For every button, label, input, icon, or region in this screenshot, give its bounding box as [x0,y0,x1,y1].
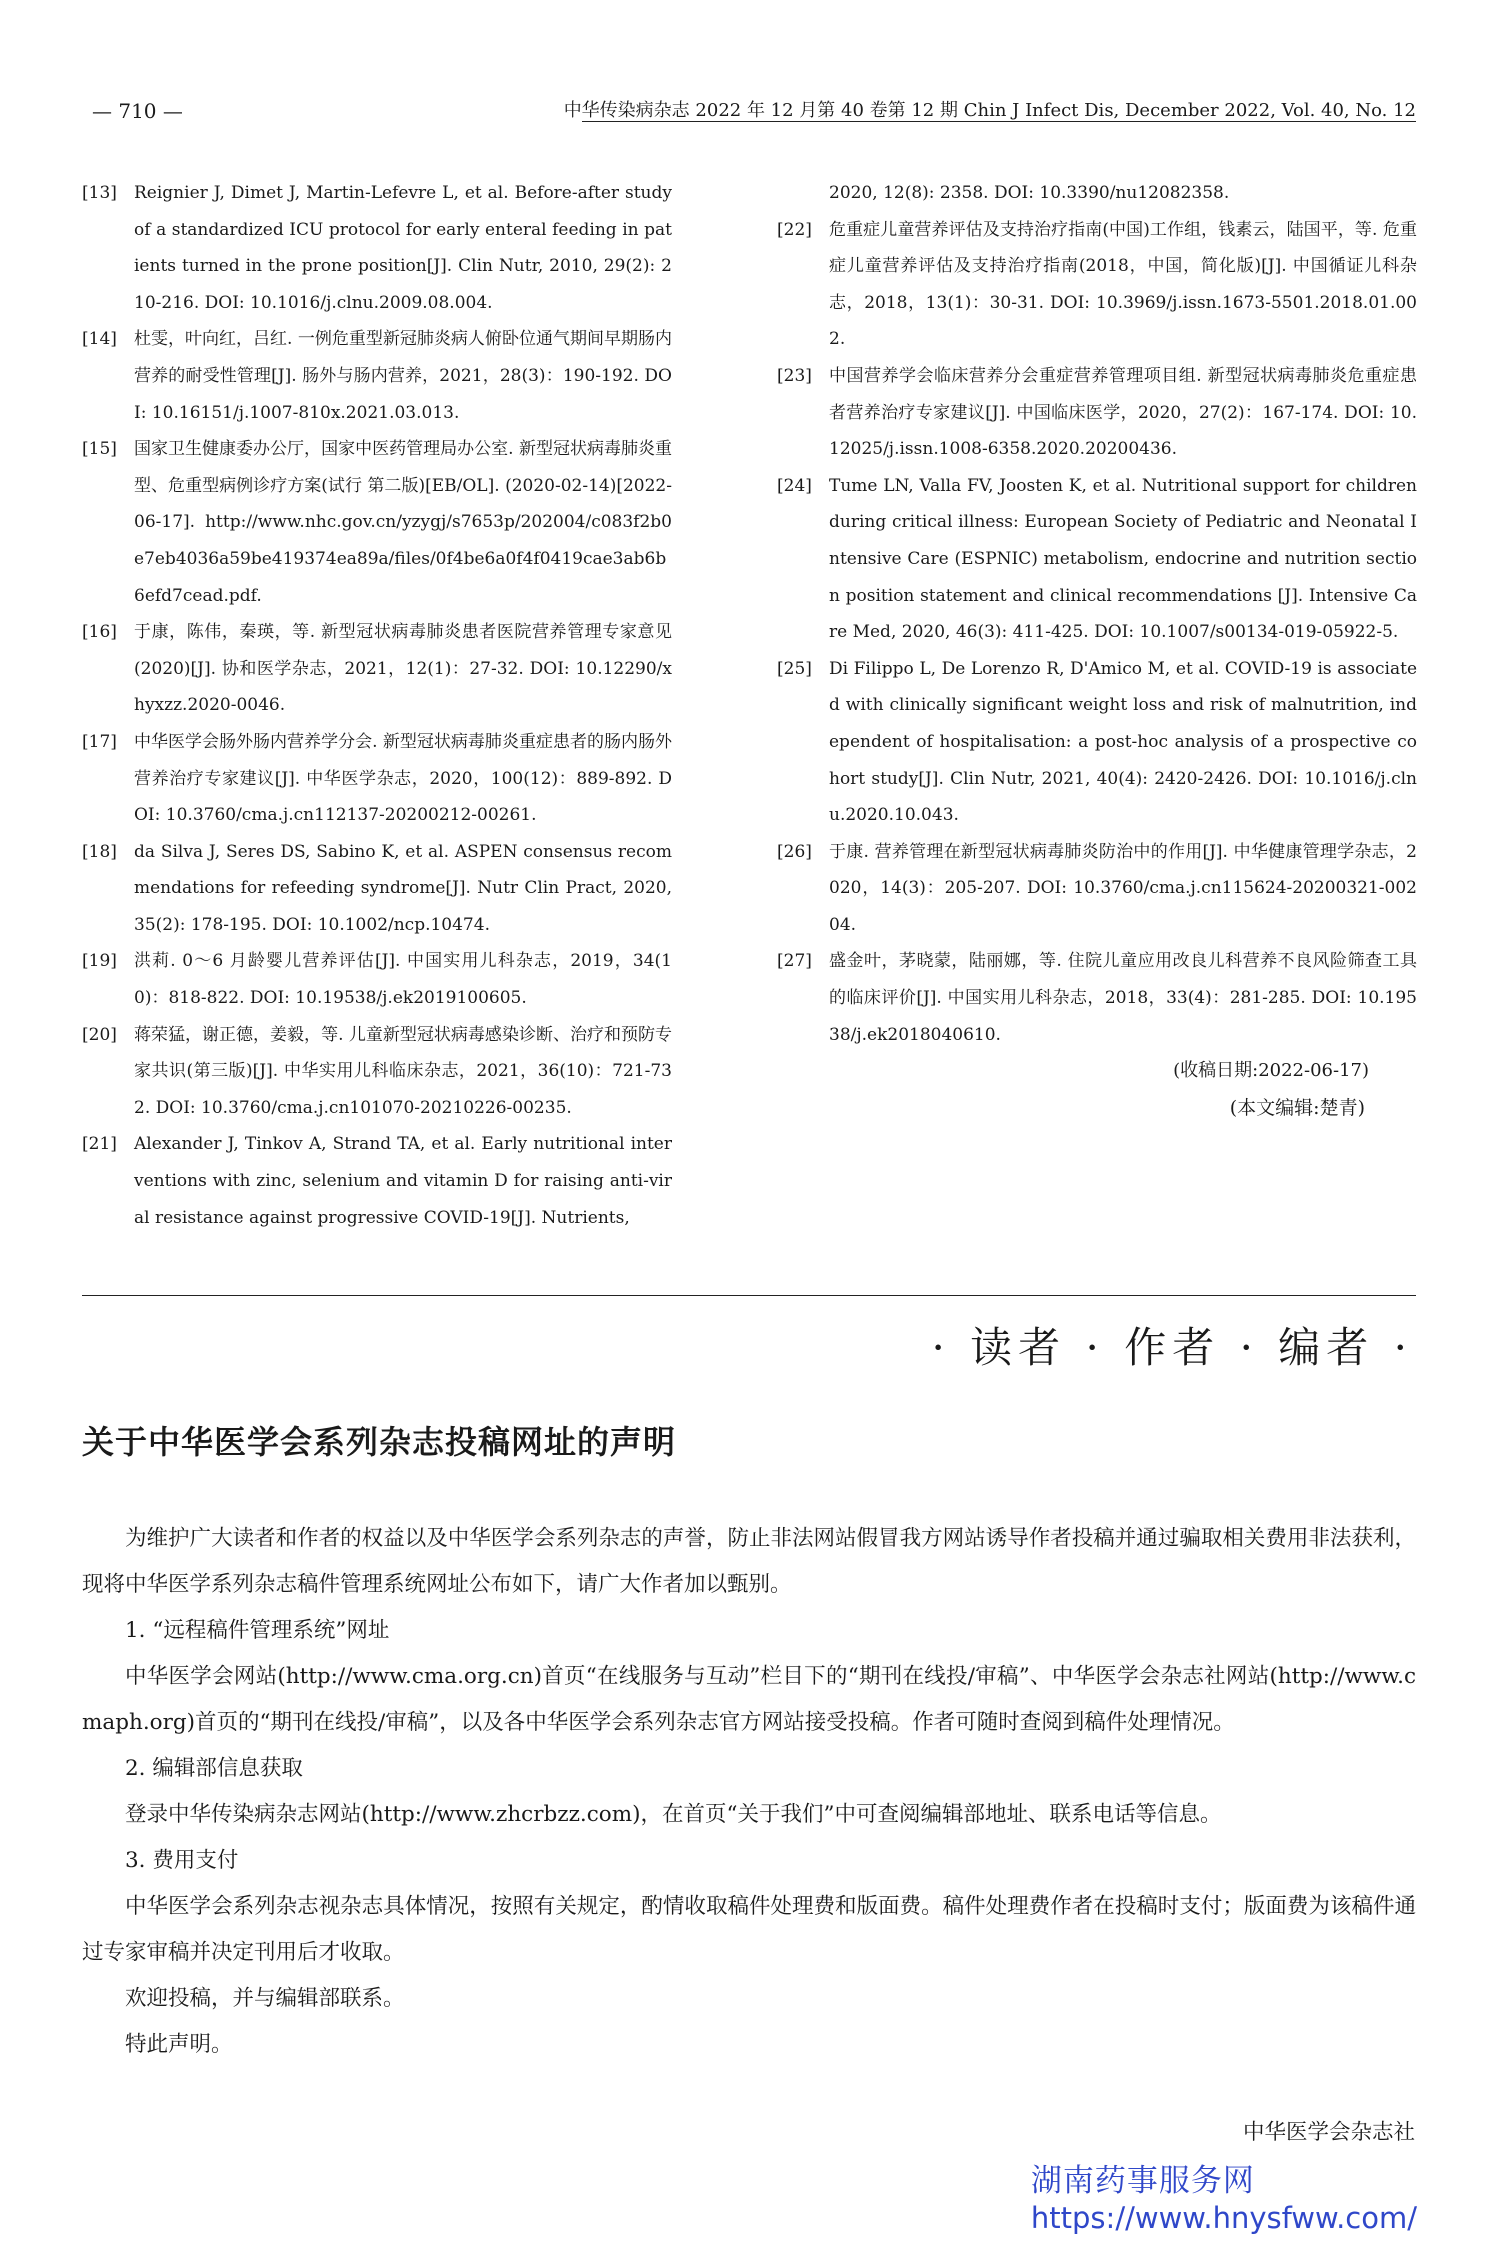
reference-number: [21] [82,1134,117,1155]
reference-item [777,943,1417,1053]
reference-item [82,1126,672,1236]
reference-item [82,321,672,431]
reference-number: [23] [777,365,812,386]
reference-text: Alexander J, Tinkov A, Strand TA, et al. Early nutritional interventions with zinc, selenium and vitamin D for raising anti-viral resistance against progressive COVID-19[J]. Nutrients, [134,1134,672,1228]
page-number: — 710 — [92,99,183,123]
notice-paragraph: 登录中华传染病杂志网站(http://www.zhcrbzz.com)，在首页“关于我们”中可查阅编辑部地址、联系电话等信息。 [125,1802,1222,1827]
journal-citation-line: 中华传染病杂志 2022 年 12 月第 40 卷第 12 期 Chin J Infect Dis, December 2022, Vol. 40, No. 12 [563,100,1416,121]
references-left-column [82,175,672,1236]
reference-text: 盛金叶，茅晓蒙，陆丽娜，等. 住院儿童应用改良儿科营养不良风险筛查工具的临床评价[J]. 中国实用儿科杂志，2018，33(4)：281-285. DOI: 10.19538/j.ek2018040610. [829,951,1417,1045]
reference-text: 危重症儿童营养评估及支持治疗指南(中国)工作组，钱素云，陆国平，等. 危重症儿童营养评估及支持治疗指南(2018，中国，简化版)[J]. 中国循证儿科杂志，2018，13(1)：30-31. DOI: 10.3969/j.issn.1673-5501.2018.01.002. [829,219,1417,350]
reference-number: [16] [82,622,117,643]
notice-paragraph: 欢迎投稿，并与编辑部联系。 [125,1986,405,2011]
watermark-url: https://www.hnysfww.com/ [1030,2201,1417,2235]
reference-item [82,175,672,321]
watermark [1031,2162,1417,2236]
reference-text: Di Filippo L, De Lorenzo R, D'Amico M, et al. COVID-19 is associated with clinically significant weight loss and risk of malnutrition, independent of hospitalisation: a post-hoc analysis of a prospective cohort study[J]. Clin Nutr, 2021, 40(4): 2420-2426. DOI: 10.1016/j.clnu.2020.10.043. [829,658,1417,826]
reference-number: [17] [82,731,117,752]
notice-body [82,1516,1416,2068]
notice-subheading: 1. “远程稿件管理系统”网址 [125,1618,390,1643]
notice-signature: 中华医学会杂志社 [1242,2120,1415,2145]
reference-number: [22] [777,219,812,240]
reference-text: 中华医学会肠外肠内营养学分会. 新型冠状病毒肺炎重症患者的肠内肠外营养治疗专家建议[J]. 中华医学杂志，2020，100(12)：889-892. DOI: 10.3760/cma.j.cn112137-20200212-00261. [134,731,672,826]
reference-item [82,614,672,724]
reference-text: 国家卫生健康委办公厅，国家中医药管理局办公室. 新型冠状病毒肺炎重型、危重型病例诊疗方案(试行 第二版)[EB/OL]. (2020-02-14)[2022-06-17]. http://www.nhc.gov.cn/yzygj/s7653p/202004/c083f2b0e7eb4036a59be419374ea89a/files/0f4be6a0f4f0419cae3ab6b6efd7cead.pdf. [134,439,672,606]
reference-item [777,651,1417,834]
reference-text: Tume LN, Valla FV, Joosten K, et al. Nutritional support for children during critical illness: European Society of Pediatric and Neonatal Intensive Care (ESPNIC) metabolism, endocrine and nutrition section position statement and clinical recommendations [J]. Intensive Care Med, 2020, 46(3): 411-425. DOI: 10.1007/s00134-019-05922-5. [829,475,1417,643]
reference-item [82,431,672,614]
reference-item [777,468,1417,651]
reference-item [777,212,1417,358]
reference-item [777,834,1417,944]
reference-item [82,1017,672,1127]
notice-paragraph: 为维护广大读者和作者的权益以及中华医学会系列杂志的声誉，防止非法网站假冒我方网站诱导作者投稿并通过骗取相关费用非法获利，现将中华医学系列杂志稿件管理系统网址公布如下，请广大作者加以甄别。 [82,1526,1416,1597]
received-date: (收稿日期:2022-06-17) [1173,1060,1369,1082]
reference-number: [13] [82,183,117,203]
reference-number: [15] [82,439,117,460]
reference-continuation [777,175,1417,212]
notice-title: 关于中华医学会系列杂志投稿网址的声明 [82,1423,677,1461]
notice-paragraph: 中华医学会系列杂志视杂志具体情况，按照有关规定，酌情收取稿件处理费和版面费。稿件处理费作者在投稿时支付；版面费为该稿件通过专家审稿并决定刊用后才收取。 [82,1894,1416,1965]
reference-number: [24] [777,475,812,496]
reference-number: [14] [82,329,117,350]
reference-item [82,724,672,834]
reference-text: 2020, 12(8): 2358. DOI: 10.3390/nu12082358. [829,183,1230,203]
reference-item [82,834,672,944]
section-heading: · 读者 · 作者 · 编者 · [931,1323,1413,1372]
reference-text: 于康. 营养管理在新型冠状病毒肺炎防治中的作用[J]. 中华健康管理学杂志，2020，14(3)：205-207. DOI: 10.3760/cma.j.cn115624-20200321-00204. [829,841,1417,935]
reference-number: [26] [777,841,812,862]
header-rule [582,121,1416,122]
reference-text: 蒋荣猛，谢正德，姜毅，等. 儿童新型冠状病毒感染诊断、治疗和预防专家共识(第三版)[J]. 中华实用儿科临床杂志，2021，36(10)：721-732. DOI: 10.3760/cma.j.cn101070-20210226-00235. [134,1024,672,1118]
notice-subheading: 3. 费用支付 [125,1848,239,1873]
reference-number: [27] [777,951,812,972]
reference-text: Reignier J, Dimet J, Martin-Lefevre L, et al. Before-after study of a standardized ICU protocol for early enteral feeding in patients turned in the prone position[J]. Clin Nutr, 2010, 29(2): 210-216. DOI: 10.1016/j.clnu.2009.08.004. [134,183,672,313]
reference-number: [25] [777,658,812,679]
reference-text: 洪莉. 0～6 月龄婴儿营养评估[J]. 中国实用儿科杂志，2019，34(10)：818-822. DOI: 10.19538/j.ek2019100605. [134,951,672,1009]
notice-paragraph: 中华医学会网站(http://www.cma.org.cn)首页“在线服务与互动”栏目下的“期刊在线投/审稿”、中华医学会杂志社网站(http://www.cmaph.org)首页的“期刊在线投/审稿”，以及各中华医学会系列杂志官方网站接受投稿。作者可随时查阅到稿件处理情况。 [82,1664,1416,1735]
reference-text: 中国营养学会临床营养分会重症营养管理项目组. 新型冠状病毒肺炎危重症患者营养治疗专家建议[J]. 中国临床医学，2020，27(2)：167-174. DOI: 10.12025/j.issn.1008-6358.2020.20200436. [829,365,1417,460]
references-right-column [777,175,1417,1126]
section-divider [82,1295,1416,1296]
notice-subheading: 2. 编辑部信息获取 [125,1756,303,1781]
reference-text: 于康，陈伟，秦瑛，等. 新型冠状病毒肺炎患者医院营养管理专家意见(2020)[J]. 协和医学杂志，2021，12(1)：27-32. DOI: 10.12290/xhyxzz.2020-0046. [134,622,672,716]
reference-item [777,358,1417,468]
watermark-name: 湖南药事服务网 [1030,2163,1255,2199]
reference-number: [19] [82,951,117,972]
reference-text: da Silva J, Seres DS, Sabino K, et al. ASPEN consensus recommendations for refeeding syndrome[J]. Nutr Clin Pract, 2020, 35(2): 178-195. DOI: 10.1002/ncp.10474. [134,841,672,935]
reference-number: [20] [82,1024,117,1045]
reference-text: 杜雯，叶向红，吕红. 一例危重型新冠肺炎病人俯卧位通气期间早期肠内营养的耐受性管理[J]. 肠外与肠内营养，2021，28(3)：190-192. DOI: 10.16151/j.1007-810x.2021.03.013. [134,329,672,423]
reference-item [82,943,672,1016]
editor-note: (本文编辑:楚青) [1229,1096,1365,1119]
reference-number: [18] [82,841,117,862]
notice-paragraph: 特此声明。 [125,2032,233,2057]
